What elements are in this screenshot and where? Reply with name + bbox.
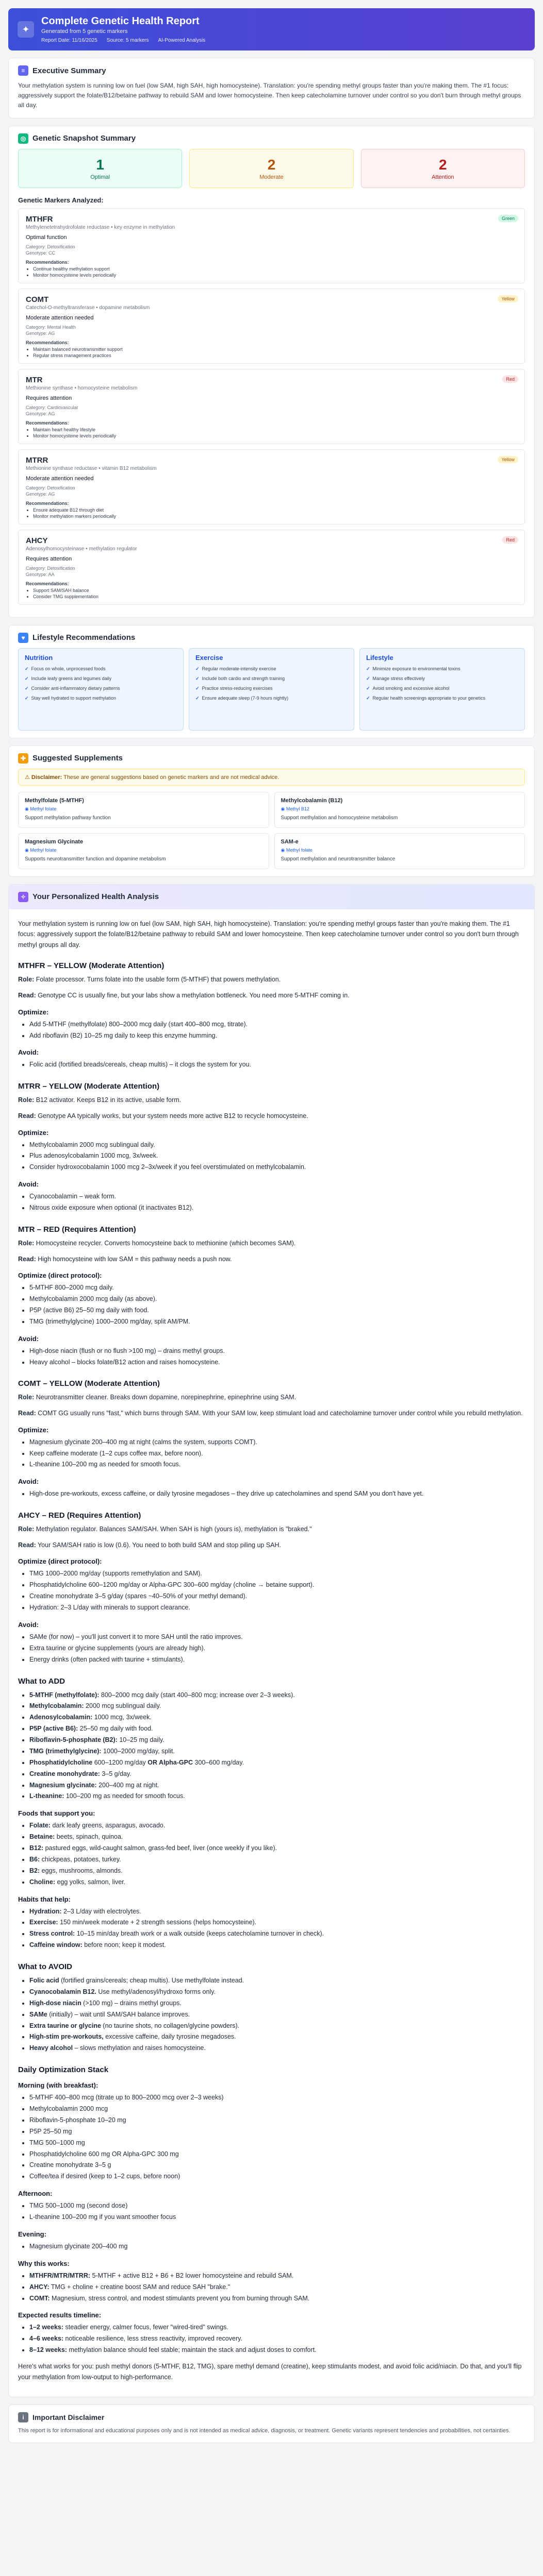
markers-title: Genetic Markers Analyzed: xyxy=(18,196,104,204)
supplement-name: SAM-e xyxy=(281,838,299,845)
marker-desc: Methionine synthase reductase • vitamin B12 metabolism xyxy=(26,465,157,471)
warning-icon: ⚠ xyxy=(25,774,31,781)
report-source: Source: 5 markers xyxy=(106,38,149,43)
marker-rec-heading: Recommendations: xyxy=(26,500,69,506)
lifestyle-heading: Lifestyle xyxy=(366,653,393,662)
lifestyle-item: Include both cardio and strength training xyxy=(202,675,285,681)
count-optimal: 1 Optimal xyxy=(18,149,182,188)
lifestyle-column xyxy=(189,648,354,731)
marker-desc: Adenosylhomocysteinase • methylation regulator xyxy=(26,546,137,552)
lifestyle-item: Stay well hydrated to support methylation xyxy=(31,695,117,701)
marker-category: Category: Detoxification xyxy=(26,244,75,249)
marker-badge: Red xyxy=(502,536,518,544)
marker-status: Optimal function xyxy=(26,234,67,241)
marker-rec: • Maintain balanced neurotransmitter support xyxy=(33,346,517,353)
marker-badge: Red xyxy=(502,376,518,383)
lifestyle-item: Minimize exposure to environmental toxins xyxy=(372,666,460,671)
check-icon: ✓ xyxy=(366,666,370,671)
disclaimer-title: Important Disclaimer xyxy=(32,2413,105,2422)
check-icon: ✓ xyxy=(195,685,200,691)
report-ai: AI-Powered Analysis xyxy=(158,38,206,43)
supplement-form: Methyl folate xyxy=(286,847,312,853)
marker-rec: • Monitor homocysteine levels periodically xyxy=(33,272,517,279)
marker-rec-heading: Recommendations: xyxy=(26,581,69,586)
marker-rec-heading: Recommendations: xyxy=(26,259,69,265)
supplements-disclaimer: ⚠ Disclaimer: These are general suggestions based on genetic markers and are not medical advice. xyxy=(18,769,525,786)
marker-rec: • Continue healthy methylation support xyxy=(33,266,517,273)
lifestyle-card xyxy=(8,625,535,738)
info-icon: i xyxy=(18,2412,28,2422)
genetic-snapshot xyxy=(8,126,535,618)
pill-icon: ◉ xyxy=(281,847,286,853)
supplement-card xyxy=(274,833,525,869)
lifestyle-item: Focus on whole, unprocessed foods xyxy=(31,666,106,671)
supplement-name: Methylfolate (5-MTHF) xyxy=(25,797,84,804)
lifestyle-heading: Nutrition xyxy=(25,653,53,662)
supplement-desc: Support methylation and homocysteine metabolism xyxy=(281,815,398,821)
marker-card xyxy=(18,208,525,283)
supplement-desc: Supports neurotransmitter function and dopamine metabolism xyxy=(25,856,166,862)
marker-genotype: Genotype: AA xyxy=(26,572,55,578)
marker-desc: Catechol-O-methyltransferase • dopamine metabolism xyxy=(26,304,150,311)
supplement-card xyxy=(18,792,269,828)
pill-icon: ◉ xyxy=(25,806,30,811)
marker-desc: Methionine synthase • homocysteine metabolism xyxy=(26,385,138,391)
marker-badge: Yellow xyxy=(498,295,518,302)
snapshot-icon: ◎ xyxy=(18,133,28,144)
supplement-card xyxy=(274,792,525,828)
supplements-title: Suggested Supplements xyxy=(32,754,123,763)
report-header xyxy=(8,8,535,50)
supplement-form: Methyl folate xyxy=(30,847,57,853)
marker-rec: • Support SAM/SAH balance xyxy=(33,587,517,594)
marker-genotype: Genotype: AG xyxy=(26,492,55,497)
marker-rec-heading: Recommendations: xyxy=(26,420,69,426)
analysis-title: Your Personalized Health Analysis xyxy=(32,892,159,902)
marker-status: Requires attention xyxy=(26,395,72,401)
marker-badge: Yellow xyxy=(498,456,518,463)
check-icon: ✓ xyxy=(25,666,29,671)
lifestyle-item: Regular health screenings appropriate to your genetics xyxy=(372,695,486,701)
lifestyle-item: Include leafy greens and legumes daily xyxy=(31,675,112,681)
lifestyle-item: Regular moderate-intensity exercise xyxy=(202,666,276,671)
supplement-name: Magnesium Glycinate xyxy=(25,838,84,845)
supplement-desc: Support methylation pathway function xyxy=(25,815,111,821)
check-icon: ✓ xyxy=(366,675,370,681)
marker-category: Category: Detoxification xyxy=(26,565,75,571)
marker-category: Category: Detoxification xyxy=(26,485,75,490)
lifestyle-item: Consider anti-inflammatory dietary patterns xyxy=(31,685,120,691)
lifestyle-item: Practice stress-reducing exercises xyxy=(202,685,273,691)
check-icon: ✓ xyxy=(366,695,370,701)
marker-gene: COMT xyxy=(26,295,49,304)
analysis-card xyxy=(8,884,535,2398)
marker-rec: • Regular stress management practices xyxy=(33,352,517,359)
count-moderate: 2 Moderate xyxy=(189,149,353,188)
marker-rec: • Consider TMG supplementation xyxy=(33,594,517,600)
summary-title: Executive Summary xyxy=(32,66,106,75)
marker-card xyxy=(18,530,525,605)
lifestyle-icon: ♥ xyxy=(18,633,28,643)
lifestyle-column xyxy=(18,648,184,731)
marker-rec: • Ensure adequate B12 through diet xyxy=(33,507,517,514)
check-icon: ✓ xyxy=(25,685,29,691)
important-disclaimer xyxy=(8,2404,535,2443)
report-date: Report Date: 11/16/2025 xyxy=(41,38,97,43)
pill-icon: ◉ xyxy=(281,806,286,811)
check-icon: ✓ xyxy=(195,666,200,671)
summary-text: Your methylation system is running low on fuel (low SAM, high SAH, high homocysteine). Translation: you're spending methyl groups faster than you're making them. The #1 focus: aggressively support the folate/B12/betaine pathway to rebuild SAM and lower homocysteine. Then keep catecholamine turnover under control so you don't burn through methyl groups all day. xyxy=(18,82,521,109)
pill-icon: ✚ xyxy=(18,753,28,764)
marker-genotype: Genotype: CC xyxy=(26,250,56,256)
marker-status: Moderate attention needed xyxy=(26,475,94,482)
snapshot-title: Genetic Snapshot Summary xyxy=(32,134,136,143)
pill-icon: ◉ xyxy=(25,847,30,853)
marker-rec: • Monitor homocysteine levels periodically xyxy=(33,433,517,439)
report-subtitle: Generated from 5 genetic markers xyxy=(41,28,128,35)
marker-gene: MTRR xyxy=(26,455,48,465)
lifestyle-item: Ensure adequate sleep (7-9 hours nightly) xyxy=(202,695,289,701)
marker-card xyxy=(18,289,525,364)
check-icon: ✓ xyxy=(366,685,370,691)
marker-status: Moderate attention needed xyxy=(26,314,94,321)
marker-genotype: Genotype: AG xyxy=(26,411,55,417)
executive-summary xyxy=(8,58,535,118)
marker-gene: MTHFR xyxy=(26,214,53,224)
count-attention: 2 Attention xyxy=(361,149,525,188)
marker-rec: • Monitor methylation markers periodically xyxy=(33,513,517,520)
supplement-form: Methyl B12 xyxy=(286,806,309,811)
marker-desc: Methylenetetrahydrofolate reductase • key enzyme in methylation xyxy=(26,224,175,230)
marker-rec: • Maintain heart healthy lifestyle xyxy=(33,427,517,433)
supplement-form: Methyl folate xyxy=(30,806,57,811)
supplements-card xyxy=(8,745,535,877)
sparkle-icon: ✧ xyxy=(18,892,28,902)
report-title: Complete Genetic Health Report xyxy=(41,15,200,27)
lifestyle-item: Manage stress effectively xyxy=(372,675,425,681)
marker-rec-heading: Recommendations: xyxy=(26,340,69,345)
marker-card xyxy=(18,369,525,444)
marker-genotype: Genotype: AG xyxy=(26,331,55,336)
lifestyle-item: Avoid smoking and excessive alcohol xyxy=(372,685,450,691)
marker-card xyxy=(18,449,525,524)
check-icon: ✓ xyxy=(25,695,29,701)
supplement-card xyxy=(18,833,269,869)
marker-status: Requires attention xyxy=(26,555,72,562)
disclaimer-text: This report is for informational and educational purposes only and is not intended as medical advice, diagnosis, or treatment. Genetic variants represent tendencies and probabilities, not certainties. xyxy=(18,2428,511,2434)
analysis-body: Your methylation system is running low on fuel (low SAM, high SAH, high homocysteine). Translation: you're spending methyl groups faster than you're making them. The #1 focus: aggressively support the folate/B12/betaine pathway to rebuild SAM and lower homocysteine. Then keep catecholamine turnover under control so you don't burn through methyl groups all day. MTHFR – YELLOW (Moderate Attention) Role: Folate processor. Turns folate into the usable form (5-MTHF) that powers methylation. Read: Genotype CC is usually fine, but your labs show a methylation bottleneck. You need more 5-MTHF coming in. Optimize: • Add 5-MTHF (methylfolate) 800–2000 mcg daily (start 400–800 mcg, titrate). • Add riboflavin (B2) 10–25 mg daily to keep this enzyme humming. Avoid: • Folic acid (fortified breads/cereals, cheap multis) – it clogs the system for you. MTRR – YELLOW (Moderate Attention) Role: B12 activator. Keeps B12 in its active, usable form. Read: Genotype AA typically works, but your system needs more active B12 to recycle homocysteine. Optimize: • Methylcobalamin 2000 mcg sublingual daily. • Plus adenosylcobalamin 1000 mcg, 3x/week. • Consider hydroxocobalamin 1000 mcg 2–3x/week if you feel overstimulated on methylcobalamin. Avoid: • Cyanocobalamin – weak form. • Nitrous oxide exposure when optional (it inactivates B12). MTR – RED (Requires Attention) Role: Homocysteine recycler. Converts homocysteine back to methionine (which becomes SAM). Read: High homocysteine with low SAM = this pathway needs a push now. Optimize (direct protocol): • 5-MTHF 800–2000 mcg daily. • Methylcobalamin 2000 mcg daily (as above). • P5P (active B6) 25–50 mg daily with food. • TMG (trimethylglycine) 1000–2000 mg/day, split AM/PM. Avoid: • High-dose niacin (flush or no flush >100 mg) – drains methyl groups. • Heavy alcohol – blocks folate/B12 action and raises homocysteine. COMT – YELLOW (Moderate Attention) Role: Neurotransmitter cleaner. Breaks down dopamine, norepinephrine, epinephrine using SAM. Read: COMT GG usually runs "fast," which burns through SAM. With your SAM low, keep stimulant load and catecholamine turnover under control while you rebuild methylation. Optimize: • Magnesium glycinate 200–400 mg at night (calms the system, supports COMT). • Keep caffeine moderate (1–2 cups coffee max, before noon). • L-theanine 100–200 mg as needed for smooth focus. Avoid: • High-dose pre-workouts, excess caffeine, or daily tyrosine megadoses – they drive up catecholamines and spend SAM you don't have yet. AHCY – RED (Requires Attention) Role: Methylation regulator. Balances SAM/SAH. When SAH is high (yours is), methylation is "braked." Read: Your SAM/SAH ratio is low (0.6). You need to both build SAM and stop piling up SAH. Optimize (direct protocol): • TMG 1000–2000 mg/day (supports remethylation and SAM). • Phosphatidylcholine 600–1200 mg/day or Alpha-GPC 300–600 mg/day (choline → betaine support). • Creatine monohydrate 3–5 g/day (spares ~40–50% of your methyl demand). • Hydration: 2–3 L/day with minerals to support clearance. Avoid: • SAMe (for now) – you'll just convert it to more SAH until the ratio improves. • Extra taurine or glycine supplements (yours are already high). • Energy drinks (often packed with taurine + stimulants). What to ADD • 5-MTHF (methylfolate): 800–2000 mcg daily (start 400–800 mcg; increase over 2–3 weeks). • Methylcobalamin: 2000 mcg sublingual daily. • Adenosylcobalamin: 1000 mcg, 3x/week. • P5P (active B6): 25–50 mg daily with food. • Riboflavin-5-phosphate (B2): 10–25 mg daily. • TMG (trimethylglycine): 1000–2000 mg/day, split. • Phosphatidylcholine 600–1200 mg/day OR Alpha-GPC 300–600 mg/day. • Creatine monohydrate: 3–5 g/day. • Magnesium glycinate: 200–400 mg at night. • L-theanine: 100–200 mg as needed for smooth focus. Foods that support you: • Folate: dark leafy greens, asparagus, avocado. • Betaine: beets, spinach, quinoa. • B12: pastured eggs, wild-caught salmon, grass-fed beef, liver (once weekly if you like). • B6: chickpeas, potatoes, turkey. • B2: eggs, mushrooms, almonds. • Choline: egg yolks, salmon, liver. Habits that help: • Hydration: 2–3 L/day with electrolytes. • Exercise: 150 min/week moderate + 2 strength sessions (helps homocysteine). • Stress control: 10–15 min/day breath work or a walk outside (keeps catecholamine turnover in check). • Caffeine window: before noon; keep it modest. What to AVOID • Folic acid (fortified grains/cereals; cheap multis). Use methylfolate instead. • Cyanocobalamin B12. Use methyl/adenosyl/hydroxo forms only. • High-dose niacin (>100 mg) – drains methyl groups. • SAMe (initially) – wait until SAM/SAH balance improves. • Extra taurine or glycine (no taurine shots, no collagen/glycine powders). • High-stim pre-workouts, excessive caffeine, daily tyrosine megadoses. • Heavy alcohol – slows methylation and raises homocysteine. Daily Optimization Stack Morning (with breakfast): • 5-MTHF 400–800 mcg (titrate up to 800–2000 mcg over 2–3 weeks) • Methylcobalamin 2000 mcg • Riboflavin-5-phosphate 10–20 mg • P5P 25–50 mg • TMG 500–1000 mg • Phosphatidylcholine 600 mg OR Alpha-GPC 300 mg • Creatine monohydrate 3–5 g • Coffee/tea if desired (keep to 1–2 cups, before noon) Afternoon: • TMG 500–1000 mg (second dose) • L-theanine 100–200 mg if you want smoother focus Evening: • Magnesium glycinate 200–400 mg Why this works: • MTHFR/MTR/MTRR: 5-MTHF + active B12 + B6 + B2 lower homocysteine and rebuild SAM. • AHCY: TMG + choline + creatine boost SAM and reduce SAH "brake." • COMT: Magnesium, stress control, and modest stimulants prevent you from burning through SAM. Expected results timeline: • 1–2 weeks: steadier energy, calmer focus, fewer "wired-tired" swings. • 4–6 weeks: noticeable resilience, less stress reactivity, improved recovery. • 8–12 weeks: methylation balance should feel stable; maintain the stack and adjust doses to comfort. Here's what works for you: push methyl donors (5-MTHF, B12, TMG), spare methyl demand (creatine), keep stimulants modest, and avoid folic acid/niacin. Do that, and you'll flip your methylation from low-output to high-performance. xyxy=(9,909,534,2397)
summary-icon: ≡ xyxy=(18,65,28,76)
marker-gene: AHCY xyxy=(26,536,48,545)
check-icon: ✓ xyxy=(25,675,29,681)
dna-icon: ✦ xyxy=(18,21,34,38)
supplement-name: Methylcobalamin (B12) xyxy=(281,797,343,804)
marker-badge: Green xyxy=(498,215,518,222)
marker-category: Category: Mental Health xyxy=(26,324,76,330)
check-icon: ✓ xyxy=(195,675,200,681)
marker-gene: MTR xyxy=(26,375,43,384)
lifestyle-column xyxy=(359,648,525,731)
supplement-desc: Support methylation and neurotransmitter balance xyxy=(281,856,396,862)
marker-category: Category: Cardiovascular xyxy=(26,404,78,410)
lifestyle-heading: Exercise xyxy=(195,653,223,662)
lifestyle-title: Lifestyle Recommendations xyxy=(32,633,136,642)
check-icon: ✓ xyxy=(195,695,200,701)
